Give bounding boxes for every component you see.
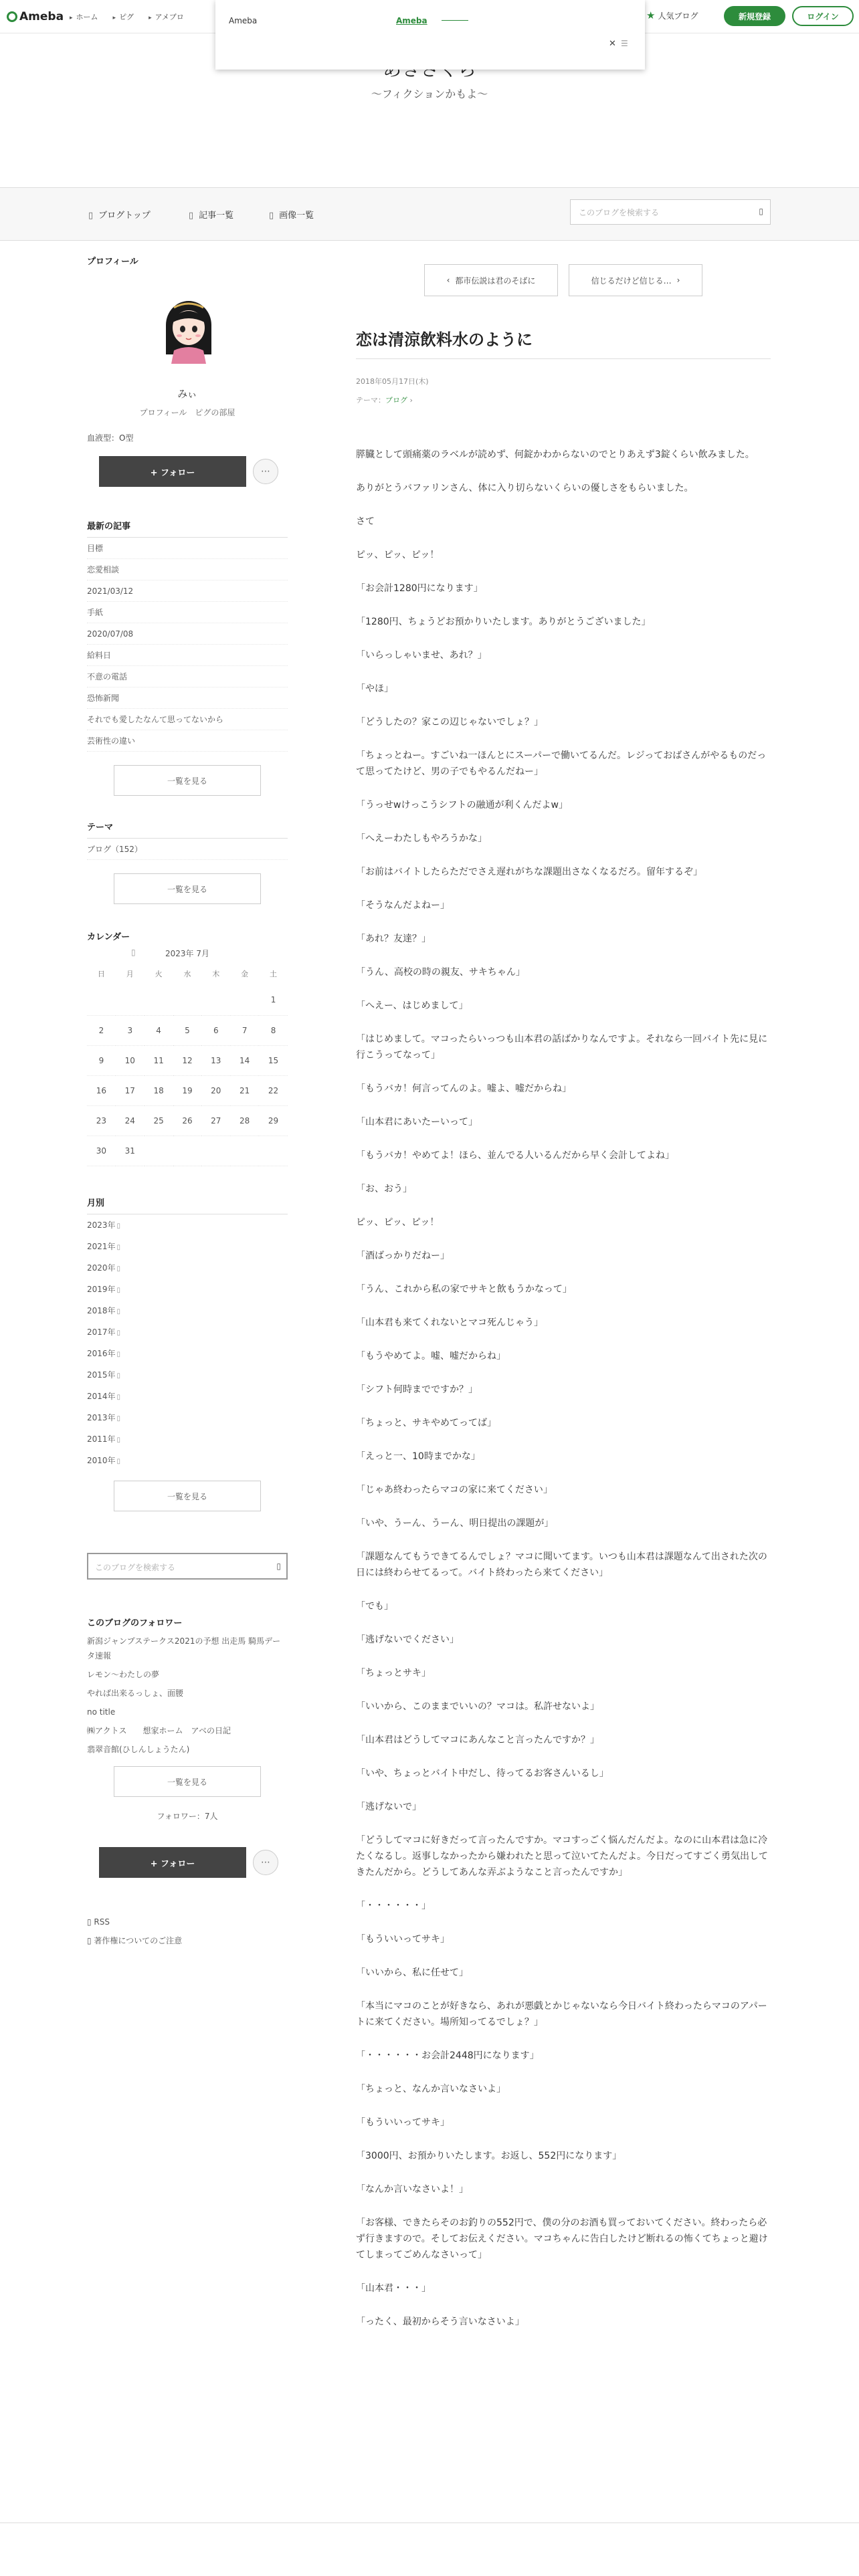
- next-entry-button[interactable]: 信じるだけど信じる… ›: [569, 264, 702, 296]
- global-nav: [70, 11, 184, 22]
- calendar-day: [173, 985, 202, 1015]
- entry-paragraph: 「ちょっと、なんか言いなさいよ」: [356, 2084, 506, 2095]
- ameba-logo[interactable]: Ameba: [7, 9, 64, 25]
- entry-paragraph: 「1280円、ちょうどお預かりいたします。ありがとうございました」: [356, 617, 651, 627]
- tab-image-list[interactable]: ▯ 画像一覧: [269, 208, 314, 221]
- chevron-right-icon: ›: [676, 276, 680, 285]
- entry-paragraph: 「山本君も来てくれないとマコ死んじゃう」: [356, 1317, 543, 1328]
- archive-year[interactable]: 2018年 ▯: [87, 1300, 288, 1321]
- calendar-day: 25: [145, 1105, 173, 1136]
- calendar-day: [145, 1136, 173, 1166]
- weekday: 月: [126, 970, 134, 978]
- calendar-day: [230, 985, 259, 1015]
- theme-heading: テーマ: [87, 823, 114, 833]
- entry-body: [356, 447, 771, 2347]
- entry-paragraph: 「いいから、私に任せて」: [356, 1967, 468, 1978]
- weekday: 土: [270, 970, 278, 978]
- ad-title-link[interactable]: Ameba: [396, 16, 427, 25]
- calendar-day: 29: [259, 1105, 288, 1136]
- ad-menu-icon[interactable]: ☰: [621, 39, 628, 48]
- rss-link[interactable]: ▯ RSS: [87, 1917, 110, 1927]
- calendar-day: [173, 1136, 202, 1166]
- entry-paragraph: ありがとうバファリンさん、体に入り切らないくらいの優しさをもらいました。: [356, 483, 694, 494]
- ad-link-underline: [442, 20, 468, 21]
- entry-paragraph: 「どうしてマコに好きだって言ったんですか。マコすっごく悩んだんだよ。なのに山本君は急に冷たくなるし。返事しなかったから嫌われたと思って泣いてたんだよ。今日だってすごく勇気出してきたんだから。どうしてあんな弄ぶようなこと言ったんですか」: [356, 1835, 768, 1878]
- calendar-day: [259, 1136, 288, 1166]
- entry-date: 2018年05月17日(木): [356, 377, 429, 386]
- entry-paragraph: 「もうバカ！何言ってんのよ。嘘よ、嘘だからね」: [356, 1083, 571, 1094]
- entry-paragraph: 「でも」: [356, 1601, 393, 1612]
- follower-blog[interactable]: 新潟ジャンプステークス2021の予想 出走馬 騎馬データ速報: [87, 1636, 281, 1660]
- calendar-day: 22: [259, 1075, 288, 1105]
- entry-paragraph: 「逃げないで」: [356, 1802, 421, 1812]
- sidebar-search: [87, 1553, 288, 1580]
- entry-paragraph: 「どうしたの？家この辺じゃないでしょ？」: [356, 717, 543, 728]
- calendar-day: 12: [173, 1045, 202, 1075]
- follow-button[interactable]: + フォロー: [99, 456, 246, 487]
- calendar-day: 18: [145, 1075, 173, 1105]
- archive-year[interactable]: 2023年 ▯: [87, 1214, 288, 1236]
- recent-entry[interactable]: 恐怖新聞: [87, 687, 288, 709]
- avatar[interactable]: [157, 292, 221, 364]
- entry-paragraph: 「課題なんてもうできてるんでしょ？マコに聞いてます。いつも山本君は課題なんて出された次の日には終わらせてるって。バイト終わったら来てください」: [356, 1551, 767, 1578]
- entry-paragraph: 「・・・・・・」: [356, 1901, 431, 1911]
- entry-paragraph: 「・・・・・・お会計2448円になります」: [356, 2050, 539, 2061]
- entry-paragraph: 膵臓として頭痛薬のラベルが読めず、何錠かわからないのでとりあえず3錠くらい飲みました。: [356, 449, 755, 460]
- entry-paragraph: 「ったく、最初からそう言いなさいよ」: [356, 2317, 524, 2327]
- recent-entries: [87, 519, 288, 796]
- prev-entry-button[interactable]: ‹ 都市伝説は君のそばに: [424, 264, 558, 296]
- entry-paragraph: 「ちょっと、サキやめてってば」: [356, 1418, 496, 1428]
- search-icon[interactable]: ▯: [276, 1562, 281, 1571]
- entry-paragraph: ピッ、ピッ、ピッ！: [356, 550, 440, 560]
- calendar-day: 8: [259, 1015, 288, 1045]
- calendar-day: [87, 985, 116, 1015]
- calendar-day: 6: [201, 1015, 230, 1045]
- weekday: 水: [183, 970, 191, 978]
- blog-subtitle: 〜フィクションかもよ〜: [371, 88, 488, 100]
- entry-paragraph: 「お客様、できたらそのお釣りの552円で、僕の分のお酒も買っておいてください。終わったら必ず行きますので。そしてお伝えください。マコちゃんに告白したけど断れるの怖くてちょっと避けてしまってごめんなさいって」: [356, 2218, 768, 2260]
- sidebar-search-input[interactable]: このブログを検索する ▯: [87, 1553, 288, 1580]
- recent-entry[interactable]: 恋愛相談: [87, 559, 288, 580]
- entry-paragraph: 「お前はバイトしたらただでさえ遅れがちな課題出さなくなるだろ。留年するぞ」: [356, 867, 702, 877]
- archive-year[interactable]: 2015年 ▯: [87, 1364, 288, 1386]
- entry-paragraph: 「なんか言いなさいよ！」: [356, 2184, 468, 2195]
- entry-paragraph: 「いらっしゃいませ、あれ？」: [356, 650, 487, 661]
- recent-entry[interactable]: 手紙: [87, 602, 288, 623]
- calendar-day: 10: [116, 1045, 145, 1075]
- recent-heading: 最新の記事: [87, 522, 131, 532]
- entry-paragraph: 「もういいってサキ」: [356, 1934, 450, 1945]
- follower-blog[interactable]: やれば出来るっしょ、面腰: [87, 1689, 184, 1698]
- calendar-day: 26: [173, 1105, 202, 1136]
- recent-entry[interactable]: 2020/07/08: [87, 623, 288, 645]
- entry-paragraph: 「3000円、お預かりいたします。お返し、552円になります」: [356, 2151, 622, 2161]
- crown-icon: ★: [646, 9, 656, 21]
- sidebar: [87, 254, 288, 1945]
- ad-brand: Ameba: [229, 16, 258, 25]
- calendar-day: 28: [230, 1105, 259, 1136]
- entry-paragraph: 「逃げないでください」: [356, 1634, 459, 1645]
- avatar-image: [157, 292, 221, 364]
- archive-year[interactable]: 2021年 ▯: [87, 1236, 288, 1257]
- calendar-day: [201, 1136, 230, 1166]
- entry-paragraph: 「シフト何時までですか？」: [356, 1384, 478, 1395]
- followers-heading: このブログのフォロワー: [87, 1618, 183, 1628]
- recent-entry[interactable]: 目標: [87, 538, 288, 559]
- calendar-day: 4: [145, 1015, 173, 1045]
- entry-paragraph: 「もうバカ！やめてよ！ほら、並んでる人いるんだから早く会計してよね」: [356, 1150, 674, 1161]
- nav-home[interactable]: ▸ ホーム: [70, 11, 98, 22]
- calendar-day: 13: [201, 1045, 230, 1075]
- archive-year[interactable]: 2010年 ▯: [87, 1450, 288, 1471]
- calendar-day: 19: [173, 1075, 202, 1105]
- calendar-day: 21: [230, 1075, 259, 1105]
- entry-paragraph: 「いや、うーん、うーん、明日提出の課題が」: [356, 1518, 554, 1529]
- entry-paragraph: 「うっせwけっこうシフトの融通が利くんだよw」: [356, 800, 568, 811]
- entry-paragraph: 「じゃあ終わったらマコの家に来てください」: [356, 1485, 553, 1495]
- calendar-day: 5: [173, 1015, 202, 1045]
- weekday: 火: [155, 970, 163, 978]
- calendar-day: 3: [116, 1015, 145, 1045]
- calendar-day: 23: [87, 1105, 116, 1136]
- popular-blog-link[interactable]: ★ 人気ブログ: [646, 9, 698, 21]
- entry-paragraph: 「うん、高校の時の親友、サキちゃん」: [356, 967, 525, 978]
- entry-paragraph: 「酒ばっかりだねー」: [356, 1251, 450, 1261]
- theme-item[interactable]: ブログ（152）: [87, 839, 288, 860]
- calendar-day: 31: [116, 1136, 145, 1166]
- close-icon[interactable]: ✕: [609, 39, 616, 49]
- calendar-table: [87, 962, 288, 1166]
- calendar-day: [230, 1136, 259, 1166]
- recent-entry[interactable]: 不意の電話: [87, 666, 288, 687]
- nav-pigg[interactable]: ▸ ピグ: [113, 11, 134, 22]
- entry-paragraph: 「へえー、はじめまして」: [356, 1000, 468, 1011]
- recent-entry[interactable]: それでも愛したなんて思ってないから: [87, 709, 288, 730]
- follower-count: フォロワー：7人: [157, 1812, 218, 1821]
- calendar-day: 11: [145, 1045, 173, 1075]
- calendar-day: 2: [87, 1015, 116, 1045]
- followers-more-button[interactable]: 一覧を見る: [114, 1766, 261, 1797]
- profile-links[interactable]: プロフィール ピグの部屋: [139, 408, 235, 417]
- calendar-day: 9: [87, 1045, 116, 1075]
- more-options-icon[interactable]: ⋯: [253, 459, 278, 484]
- entry-paragraph: 「もういいってサキ」: [356, 2117, 450, 2128]
- follow-button-bottom[interactable]: + フォロー: [99, 1847, 246, 1878]
- followers-section: [87, 1616, 288, 1822]
- calendar-day: 14: [230, 1045, 259, 1075]
- archive-year[interactable]: 2017年 ▯: [87, 1321, 288, 1343]
- entry-paragraph: 「お会計1280円になります」: [356, 583, 483, 594]
- entry-paragraph: 「はじめまして。マコったらいっつも山本君の話ばかりなんですよ。それなら一回バイト先に見に行こうってなって」: [356, 1034, 768, 1061]
- blog-subnav: [0, 187, 859, 241]
- archive-year[interactable]: 2011年 ▯: [87, 1428, 288, 1450]
- archive-year[interactable]: 2016年 ▯: [87, 1343, 288, 1364]
- entry-paragraph: 「山本君にあいたーいって」: [356, 1117, 478, 1128]
- blog-search-input[interactable]: このブログを検索する ▯: [570, 199, 771, 225]
- entry-paragraph: 「うん、これから私の家でサキと飲もうかなって」: [356, 1284, 572, 1295]
- follower-blog[interactable]: 翡翠音館(ひしんしょうたん): [87, 1745, 190, 1754]
- entry-theme: テーマ：ブログ ›: [356, 396, 413, 405]
- calendar-day: [145, 985, 173, 1015]
- recent-entry[interactable]: 給料日: [87, 645, 288, 666]
- theme-more-button[interactable]: 一覧を見る: [114, 873, 261, 904]
- archive-year[interactable]: 2019年 ▯: [87, 1279, 288, 1300]
- calendar-day: 1: [259, 985, 288, 1015]
- calendar-month-row: [87, 948, 288, 962]
- ameba-logo-icon: [7, 11, 17, 22]
- calendar-month: 2023年 7月: [165, 949, 209, 958]
- calendar-section: [87, 930, 288, 1166]
- sidebar-footer-links: [87, 1913, 288, 1950]
- weekday: 木: [212, 970, 220, 978]
- calendar-day: 15: [259, 1045, 288, 1075]
- entry-paragraph: 「そうなんだよねー」: [356, 900, 450, 911]
- tab-entry-list[interactable]: ▯ 記事一覧: [189, 208, 233, 221]
- calendar-day: 17: [116, 1075, 145, 1105]
- user-name[interactable]: みぃ: [177, 388, 197, 400]
- entry-theme-link[interactable]: ブログ: [385, 396, 407, 405]
- calendar-day: 16: [87, 1075, 116, 1105]
- entry-paragraph: ピッ、ピッ、ピッ！: [356, 1217, 440, 1228]
- entry-paragraph: 「山本君はどうしてマコにあんなこと言ったんですか？」: [356, 1735, 599, 1745]
- copyright-link[interactable]: ▯ 著作権についてのご注意: [87, 1936, 183, 1945]
- calendar-day: 7: [230, 1015, 259, 1045]
- recent-entry[interactable]: 芸術性の違い: [87, 730, 288, 752]
- entry-paragraph: 「ちょっとサキ」: [356, 1668, 431, 1679]
- nav-ameblo[interactable]: ▸ アメブロ: [149, 11, 184, 22]
- archive-year[interactable]: 2014年 ▯: [87, 1386, 288, 1407]
- entry-paragraph: 「いいから、このままでいいの？マコは。私許せないよ」: [356, 1701, 599, 1712]
- archive-section: [87, 1196, 288, 1511]
- more-options-icon[interactable]: ⋯: [253, 1850, 278, 1875]
- search-icon[interactable]: ▯: [759, 207, 763, 216]
- theme-section: [87, 820, 288, 904]
- entry-paragraph: 「えっと一、10時までかな」: [356, 1451, 480, 1462]
- calendar-prev-icon[interactable]: ▯: [131, 948, 136, 957]
- login-button[interactable]: ログイン: [792, 6, 854, 26]
- chevron-left-icon: ‹: [446, 276, 450, 285]
- entry-paragraph: 「いや、ちょっとバイト中だし、待ってるお客さんいるし」: [356, 1768, 609, 1779]
- entry-paragraph: 「へえーわたしもやろうかな」: [356, 833, 487, 844]
- caution-icon: ▯: [87, 1936, 94, 1945]
- follower-blog[interactable]: no title: [87, 1707, 116, 1717]
- entry-title[interactable]: 恋は清涼飲料水のように: [356, 330, 533, 349]
- calendar-day: 20: [201, 1075, 230, 1105]
- blood-type: 血液型：O型: [87, 433, 134, 443]
- calendar-heading: カレンダー: [87, 932, 130, 942]
- recent-more-button[interactable]: 一覧を見る: [114, 765, 261, 796]
- calendar-day: [116, 985, 145, 1015]
- weekday: 金: [241, 970, 249, 978]
- entry-paragraph: 「お、おう」: [356, 1184, 412, 1194]
- follower-blog[interactable]: ㈱アクトス 想家ホーム アベの日記: [87, 1726, 231, 1735]
- entry-paragraph: 「山本君・・・」: [356, 2283, 431, 2294]
- recent-entry[interactable]: 2021/03/12: [87, 580, 288, 602]
- archive-more-button[interactable]: 一覧を見る: [114, 1481, 261, 1511]
- divider: [356, 358, 771, 359]
- entry-paragraph: 「あれ？友達？」: [356, 934, 431, 944]
- entry-paragraph: 「ちょっとねー。すごいね一ほんとにスーパーで働いてるんだ。レジっておばさんがやるものだって思ってたけど、男の子でもやるんだねー」: [356, 750, 767, 777]
- calendar-day: [201, 985, 230, 1015]
- calendar-day: 24: [116, 1105, 145, 1136]
- profile-heading: プロフィール: [87, 257, 138, 267]
- entry-paragraph: さて: [356, 516, 375, 527]
- calendar-day: 27: [201, 1105, 230, 1136]
- calendar-day: 30: [87, 1136, 116, 1166]
- archive-year[interactable]: 2013年 ▯: [87, 1407, 288, 1428]
- entry-paragraph: 「本当にマコのことが好きなら、あれが悪戯とかじゃないなら今日バイト終わったらマコのアパートに来てください。場所知ってるでしょ？」: [356, 2001, 767, 2028]
- tab-blog-top[interactable]: ▯ ブログトップ: [88, 208, 151, 221]
- weekday: 日: [97, 970, 105, 978]
- entry-paragraph: 「もうやめてよ。嘘、嘘だからね」: [356, 1351, 506, 1362]
- rss-icon: ▯: [87, 1917, 94, 1927]
- follower-blog[interactable]: レモン〜わたしの夢: [87, 1670, 160, 1679]
- archive-year[interactable]: 2020年 ▯: [87, 1257, 288, 1279]
- archive-heading: 月別: [87, 1198, 105, 1208]
- ad-banner[interactable]: [215, 0, 645, 70]
- entry-paragraph: 「やほ」: [356, 683, 393, 694]
- register-button[interactable]: 新規登録: [724, 6, 785, 26]
